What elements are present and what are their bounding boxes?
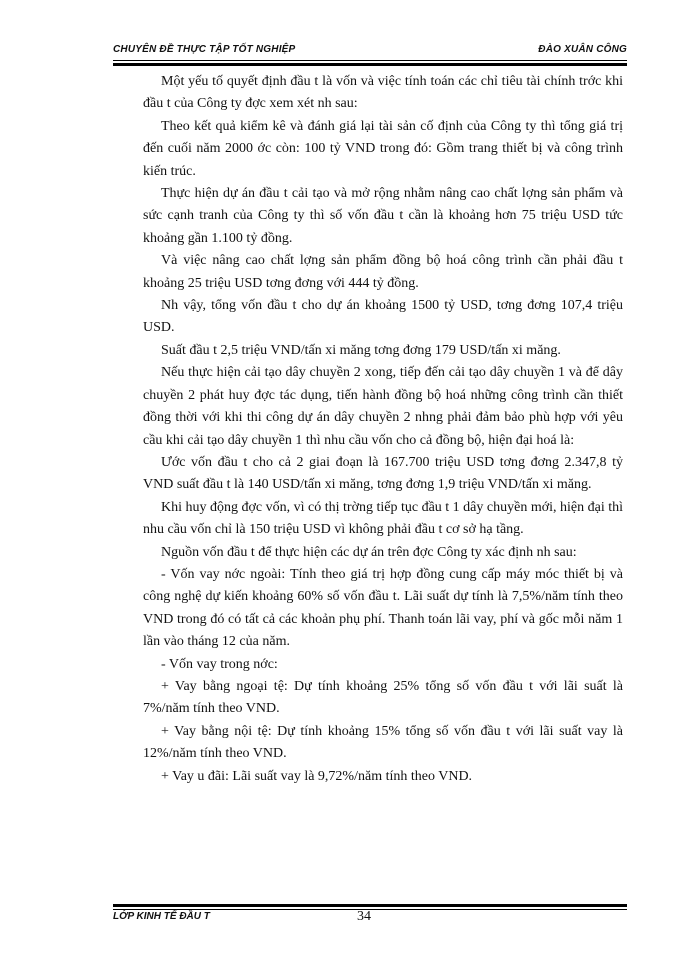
page-number: 34 bbox=[357, 909, 371, 924]
paragraph: + Vay bằng ngoại tệ: Dự tính khoảng 25% tổng số vốn đầu t với lãi suất là 7%/năm tính theo VND. bbox=[143, 678, 623, 717]
footer-rule-thick bbox=[113, 904, 627, 907]
paragraph: Theo kết quả kiểm kê và đánh giá lại tài sản cố định của Công ty thì tổng giá trị đến cuối năm 2000 ớc còn: 100 tỷ VND trong đó: Gồm trang thiết bị và công trình kiến trúc. bbox=[143, 118, 623, 179]
paragraph: Một yếu tố quyết định đầu t là vốn và việc tính toán các chỉ tiêu tài chính trớc khi đầu t của Công ty đợc xem xét nh sau: bbox=[143, 74, 623, 112]
page-header bbox=[113, 40, 627, 62]
paragraph: Nếu thực hiện cải tạo dây chuyền 2 xong, tiếp đến cải tạo dây chuyền 1 và để dây chuyền 2 phát huy đợc tác dụng, tiến hành đồng bộ hoá những công trình cần thiết đồng thời với khi thi công dự án dây chuyền 2 nhng phải đảm bảo phù hợp với yêu cầu khi cải tạo dây chuyền 1 thì nhu cầu vốn cho cả đồng bộ, hiện đại hoá là: bbox=[143, 365, 623, 448]
paragraph: Thực hiện dự án đầu t cải tạo và mở rộng nhằm nâng cao chất lợng sản phẩm và sức cạnh tranh của Công ty thì số vốn đầu t cần là khoảng hơn 75 triệu USD tức khoảng gần 1.100 tỷ đồng. bbox=[143, 186, 623, 246]
paragraph: Và việc nâng cao chất lợng sản phẩm đồng bộ hoá công trình cần phải đầu t khoảng 25 triệu USD tơng đơng với 444 tỷ đồng. bbox=[143, 253, 623, 291]
paragraph: - Vốn vay trong nớc: bbox=[161, 656, 278, 672]
footer-class-name: LỚP KINH TẾ ĐẦU T bbox=[113, 911, 210, 922]
paragraph: Nh vậy, tổng vốn đầu t cho dự án khoảng 1500 tỷ USD, tơng đơng 107,4 triệu USD. bbox=[143, 298, 623, 336]
paragraph: Khi huy động đợc vốn, vì có thị trờng tiếp tục đầu t 1 dây chuyền mới, hiện đại thì nhu cầu vốn chỉ là 150 triệu USD vì không phải đầu t cơ sở hạ tầng. bbox=[143, 499, 623, 538]
document-body bbox=[143, 71, 623, 788]
header-title: CHUYÊN ĐỀ THỰC TẬP TỐT NGHIỆP bbox=[113, 44, 296, 55]
paragraph: Suất đầu t 2,5 triệu VND/tấn xi măng tơng đơng 179 USD/tấn xi măng. bbox=[161, 342, 561, 358]
paragraph: - Vốn vay nớc ngoài: Tính theo giá trị hợp đồng cung cấp máy móc thiết bị và công nghệ dự kiến khoảng 60% số vốn đầu t. Lãi suất dự tính là 7,5%/năm tính theo VND trong đó có tất cả các khoản phụ phí. Thanh toán lãi vay, phí và gốc mỗi năm 1 lần vào tháng 12 của năm. bbox=[143, 566, 623, 650]
paragraph: + Vay u đãi: Lãi suất vay là 9,72%/năm tính theo VND. bbox=[161, 768, 473, 784]
header-author: ĐÀO XUÂN CÔNG bbox=[538, 44, 627, 55]
header-rule-thick bbox=[113, 63, 627, 66]
paragraph: Ước vốn đầu t cho cả 2 giai đoạn là 167.700 triệu USD tơng đơng 2.347,8 tỷ VND suất đầu t là 140 USD/tấn xi măng, tơng đơng 1,9 triệu VND/tấn xi măng. bbox=[143, 454, 623, 493]
paragraph: + Vay bằng nội tệ: Dự tính khoảng 15% tổng số vốn đầu t với lãi suất vay là 12%/năm tính theo VND. bbox=[143, 723, 623, 762]
paragraph: Nguồn vốn đầu t để thực hiện các dự án trên đợc Công ty xác định nh sau: bbox=[161, 544, 577, 560]
header-rule-thin bbox=[113, 60, 627, 61]
